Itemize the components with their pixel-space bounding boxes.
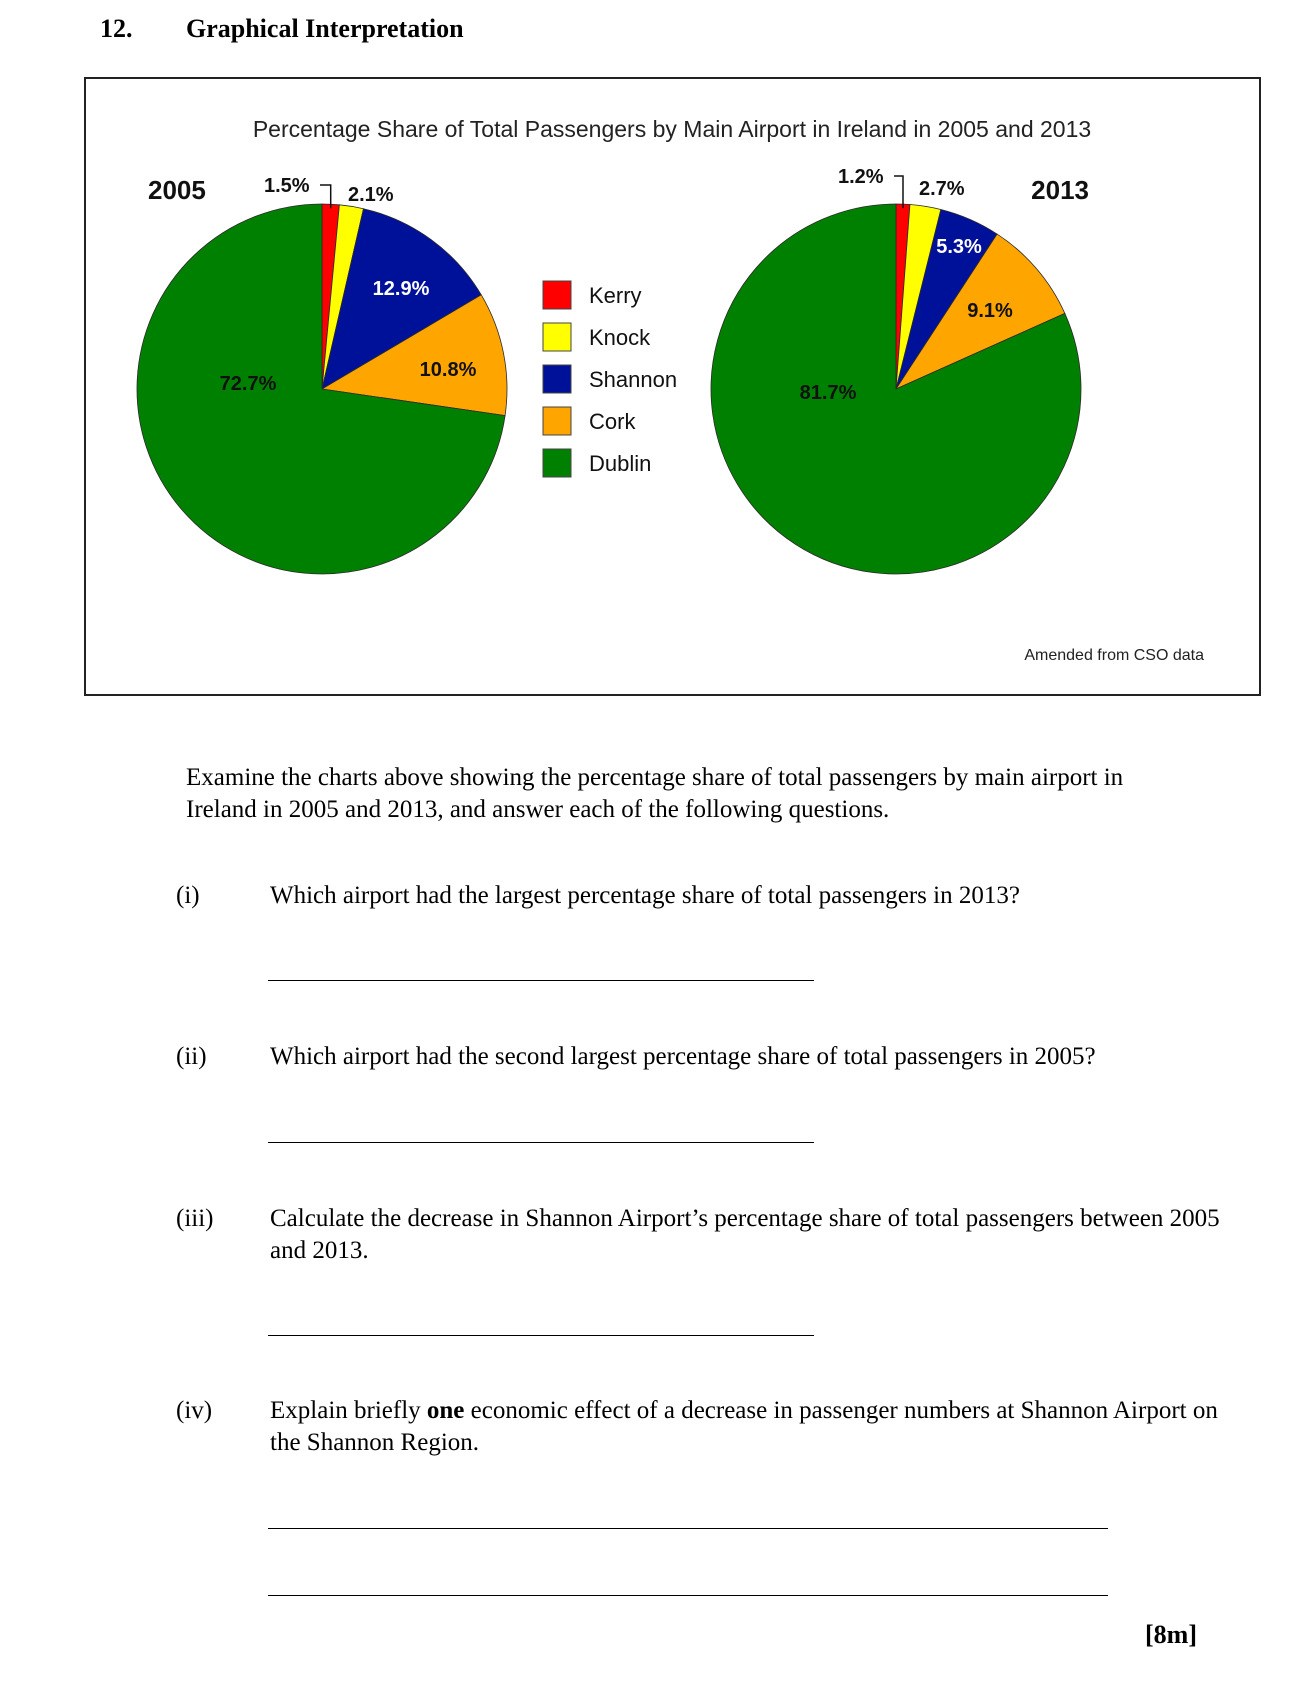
question-title: Graphical Interpretation <box>186 14 464 43</box>
question-text-iv <box>270 1395 1230 1459</box>
intro-text: Examine the charts above showing the percentage share of total passengers by main airport in Ireland in 2005 and 2013, and answer each of the following questions. <box>186 764 1124 823</box>
answer-line-i[interactable] <box>268 980 814 981</box>
question-label-iii: (iii) <box>176 1205 214 1232</box>
question-text-i: Which airport had the largest percentage share of total passengers in 2013? <box>270 882 1020 909</box>
question-label-ii: (ii) <box>176 1043 207 1070</box>
legend-label-dublin: Dublin <box>589 451 652 476</box>
question-text-iii: Calculate the decrease in Shannon Airport’s percentage share of total passengers between 2005 and 2013. <box>270 1205 1220 1264</box>
data-label-2005-knock: 2.1% <box>348 184 394 206</box>
legend-label-cork: Cork <box>589 409 636 434</box>
legend-swatch-dublin <box>543 449 571 477</box>
question-label-iv: (iv) <box>176 1397 213 1424</box>
source-note: Amended from CSO data <box>1024 647 1204 664</box>
legend-label-kerry: Kerry <box>589 283 642 308</box>
answer-line-iv-1[interactable] <box>268 1528 1108 1529</box>
answer-line-iii[interactable] <box>268 1335 814 1336</box>
question-text-iv-start: Explain briefly <box>270 1397 427 1424</box>
answer-line-ii[interactable] <box>268 1142 814 1143</box>
question-label-i: (i) <box>176 882 200 909</box>
pie-charts-svg <box>86 79 1263 698</box>
data-label-2013-dublin: 81.7% <box>799 382 857 404</box>
data-label-2013-cork: 9.1% <box>967 300 1013 322</box>
data-label-2013-knock: 2.7% <box>919 178 965 200</box>
question-text-iv-emphasis: one <box>426 1397 465 1424</box>
leader-line-2013-kerry <box>894 176 903 208</box>
question-text-ii: Which airport had the second largest percentage share of total passengers in 2005? <box>270 1043 1096 1070</box>
legend-swatch-cork <box>543 407 571 435</box>
question-number: 12. <box>100 14 133 43</box>
data-label-2013-shannon: 5.3% <box>936 236 982 258</box>
year-label-2005: 2005 <box>148 175 206 205</box>
marks-allocation: [8m] <box>1145 1620 1197 1649</box>
pie-2013 <box>711 166 1081 574</box>
data-label-2005-kerry: 1.5% <box>264 175 310 197</box>
year-label-2013: 2013 <box>1031 175 1089 205</box>
chart-title: Percentage Share of Total Passengers by Main Airport in Ireland in 2005 and 2013 <box>252 116 1092 142</box>
question-text-iv-end: economic effect of a decrease in passenger numbers at Shannon Airport on the Shannon Region. <box>270 1397 1218 1456</box>
legend-swatch-kerry <box>543 281 571 309</box>
chart-panel <box>84 77 1261 696</box>
data-label-2013-kerry: 1.2% <box>838 166 884 188</box>
legend-swatch-shannon <box>543 365 571 393</box>
answer-line-iv-2[interactable] <box>268 1595 1108 1596</box>
legend-label-shannon: Shannon <box>589 367 678 392</box>
legend-label-knock: Knock <box>589 325 651 350</box>
chart-legend <box>543 281 677 477</box>
pie-2005 <box>137 175 507 574</box>
data-label-2005-dublin: 72.7% <box>219 373 277 395</box>
legend-swatch-knock <box>543 323 571 351</box>
data-label-2005-cork: 10.8% <box>419 359 477 381</box>
data-label-2005-shannon: 12.9% <box>372 278 430 300</box>
